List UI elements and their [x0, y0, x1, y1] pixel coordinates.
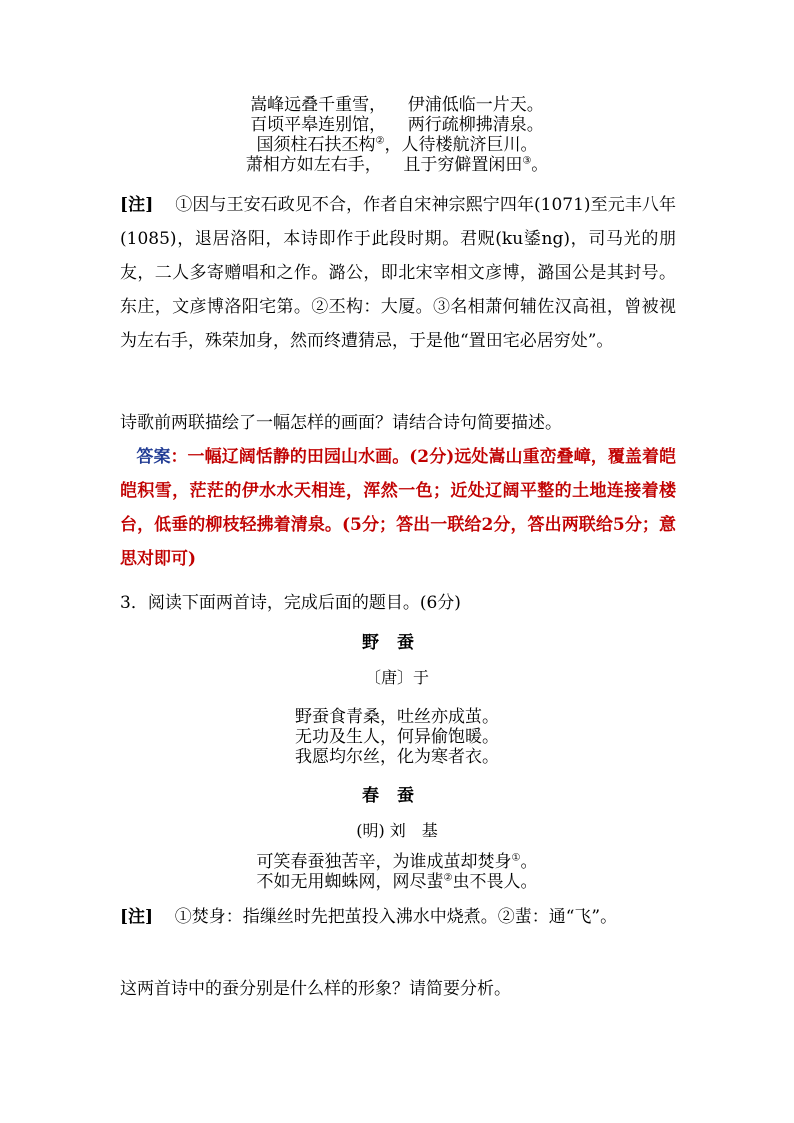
- note-1-text: ①因与王安石政见不合，作者自宋神宗熙宁四年(1071)至元丰八年(1085)，退居洛阳，本诗即作于此段时期。君贶(ku鋈ng)，司马光的朋友，二人多寄赠唱和之作。潞公，即北宋宰相文彦博，潞国公是其封号。东庄，文彦博洛阳宅第。②丕构：大厦。③名相萧何辅佐汉高祖，曾被视为左右手，殊荣加身，然而终遭猜忌，于是他“置田宅必居穷处”。: [120, 195, 676, 351]
- poem-2-title: 野蚕: [362, 633, 432, 653]
- poem-3-line-2: 不如无用蜘蛛网，网尽蜚②虫不畏人。: [256, 872, 538, 892]
- poem-1-line-3: 国须柱石扶丕构②，人待楼航济巨川。: [256, 135, 538, 155]
- note-2-text: ①焚身：指缫丝时先把茧投入沸水中烧煮。②蜚：通“飞”。: [174, 907, 618, 927]
- poem-3-line-1: 可笑春蚕独苦辛，为谁成茧却焚身①。: [256, 852, 538, 872]
- poem-2-author: 〔唐〕于: [364, 668, 429, 687]
- question-3-text: 3．阅读下面两首诗，完成后面的题目。(6分): [120, 593, 461, 613]
- poem-1-line-4: 萧相方如左右手， 且于穷僻置闲田③。: [245, 155, 549, 175]
- note-1: [120, 188, 676, 358]
- question-4-text: 这两首诗中的蚕分别是什么样的形象？请简要分析。: [120, 979, 511, 999]
- poem-2-line-2: 无功及生人，何异偷饱暖。: [295, 727, 499, 747]
- question-1: [120, 406, 676, 440]
- answer-label: 答案: [136, 447, 171, 467]
- poem-2: [0, 707, 794, 767]
- question-1-text: 诗歌前两联描绘了一幅怎样的画面？请结合诗句简要描述。: [120, 413, 562, 433]
- question-4: [120, 972, 676, 1006]
- poem-3-title: 春蚕: [362, 786, 432, 806]
- poem-1: [0, 95, 794, 175]
- poem-1-line-1: 嵩峰远叠千重雪， 伊浦低临一片天。: [250, 95, 544, 115]
- note-2-label: [注]: [120, 907, 154, 927]
- note-1-label: [注]: [120, 195, 154, 215]
- note-2: [120, 900, 676, 934]
- answer-1: [120, 440, 676, 576]
- answer-text: ：一幅辽阔恬静的田园山水画。(2分)远处嵩山重峦叠嶂，覆盖着皑皑积雪，茫茫的伊水水天相连，浑然一色；近处辽阔平整的土地连接着楼台，低垂的柳枝轻拂着清泉。(5分；答出一联给2分，答出两联给5分；意思对即可): [120, 447, 677, 569]
- question-3: [120, 586, 676, 620]
- poem-3: [0, 852, 794, 892]
- poem-1-line-2: 百顷平皋连别馆， 两行疏柳拂清泉。: [250, 115, 544, 135]
- poem-2-line-3: 我愿均尔丝，化为寒者衣。: [295, 747, 499, 767]
- poem-3-author: (明) 刘 基: [356, 821, 438, 840]
- poem-2-line-1: 野蚕食青桑，吐丝亦成茧。: [295, 707, 499, 727]
